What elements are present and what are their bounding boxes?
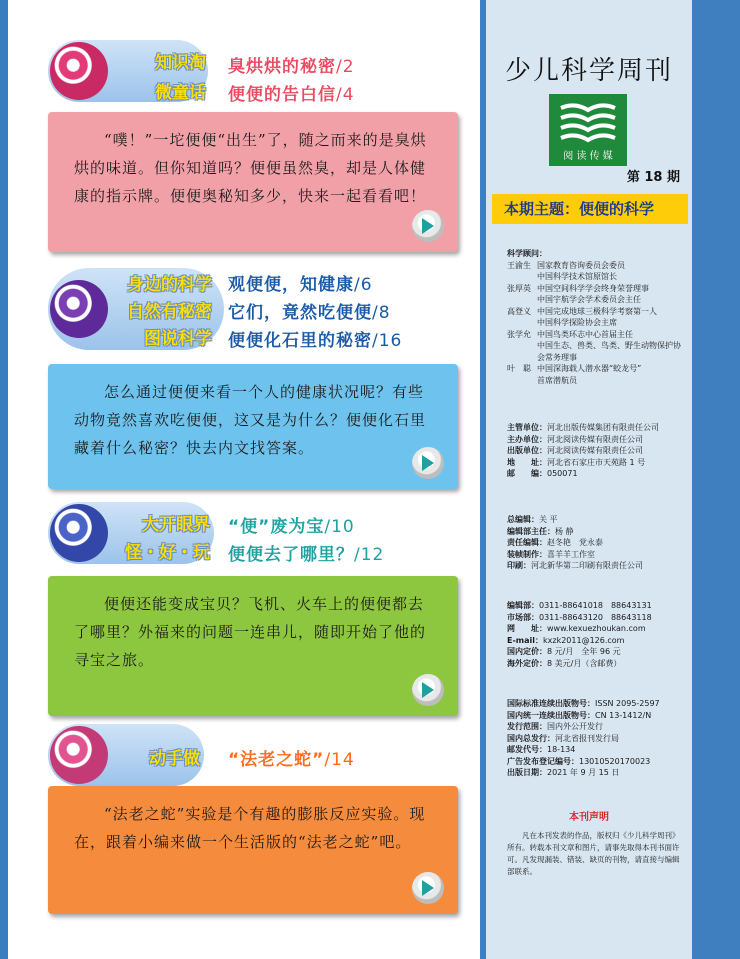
toc-page: /6	[354, 275, 373, 295]
info-label: 出版日期：	[507, 768, 547, 777]
advisor-row	[507, 283, 687, 306]
info-label: 海外定价：	[507, 658, 547, 668]
blurb-box-3	[48, 576, 458, 716]
section-tag: 知识淘	[155, 53, 206, 73]
info-row	[507, 560, 643, 572]
advisor-lines	[537, 260, 625, 283]
info-value: 13010520170023	[579, 756, 651, 766]
info-row	[507, 434, 659, 446]
info-value: 2021 年 9 月 15 日	[547, 768, 620, 777]
info-value: 关 平	[539, 515, 558, 524]
info-label: 总编辑：	[507, 515, 539, 524]
advisor-line: 首席潜航员	[537, 375, 577, 385]
toc-title: 它们，竟然吃便便	[228, 303, 372, 323]
info-value: 050071	[547, 469, 578, 478]
info-value: 河北省石家庄市天苑路 1 号	[547, 457, 646, 467]
section-tag: 微童话	[155, 83, 206, 103]
advisors-label: 科学顾问：	[507, 249, 547, 258]
section-tag: 怪・好・玩	[125, 543, 210, 563]
toc-item[interactable]	[228, 52, 355, 77]
toc-page: /2	[336, 57, 355, 77]
info-value: CN 13-1412/N	[595, 710, 652, 720]
section-tag: 身边的科学	[127, 275, 212, 295]
info-label: 网 址：	[507, 624, 547, 633]
magazine-title: 少儿科学周刊	[504, 56, 673, 86]
info-row	[507, 744, 660, 756]
info-row	[507, 468, 659, 480]
info-row	[507, 612, 652, 624]
advisor-line: 中国宇航学会学术委员会主任	[537, 295, 641, 304]
info-row	[507, 526, 643, 538]
toc-page: /4	[336, 85, 355, 105]
advisor-row	[507, 260, 687, 283]
advisor-row	[507, 306, 687, 329]
info-row	[507, 549, 643, 561]
info-label: 市场部：	[507, 612, 539, 622]
info-row	[507, 721, 660, 733]
advisor-line: 国家教育咨询委员会委员	[537, 260, 625, 270]
blurb-box-1	[48, 112, 458, 252]
advisor-line: 中国鸟类环志中心首届主任	[537, 329, 633, 339]
logo-text: 阅 读 传 媒	[563, 151, 613, 162]
statement-title: 本刊声明	[569, 812, 609, 823]
toc-page: /12	[354, 545, 385, 565]
toc-item[interactable]	[228, 512, 355, 537]
toc-item[interactable]	[228, 298, 391, 323]
next-arrow-icon[interactable]	[412, 447, 444, 479]
toc-title: 便便的告白信	[228, 85, 336, 105]
toc-item[interactable]	[228, 80, 355, 105]
ring-icon	[50, 726, 108, 784]
section-tag: 自然有秘密	[127, 302, 212, 322]
info-row	[507, 756, 660, 768]
toc-item[interactable]	[228, 540, 384, 565]
info-label: 国内总发行：	[507, 733, 555, 743]
ring-icon	[50, 504, 108, 562]
info-row	[507, 514, 643, 526]
advisor-lines	[537, 363, 641, 386]
info-row[interactable]	[507, 623, 652, 635]
blurb-text: “噗！”一坨便便“出生”了，随之而来的是臭烘烘的味道。但你知道吗？便便虽然臭，却是人体健康的指示牌。便便奥秘知多少，快来一起看看吧！	[74, 131, 427, 205]
toc-page: /16	[372, 331, 403, 351]
section-tag: 图说科学	[144, 329, 212, 349]
next-arrow-icon[interactable]	[412, 674, 444, 706]
info-row	[507, 537, 643, 549]
toc-page: /8	[372, 303, 391, 323]
info-label: 国内统一连续出版物号：	[507, 710, 595, 720]
info-row	[507, 698, 660, 710]
info-row	[507, 445, 659, 457]
advisor-lines	[537, 283, 649, 306]
info-label: 印刷：	[507, 561, 531, 570]
registration-block	[507, 698, 660, 779]
info-row	[507, 767, 660, 779]
info-label: 装帧制作：	[507, 549, 547, 559]
blurb-text: 怎么通过便便来看一个人的健康状况呢？有些动物竟然喜欢吃便便，这又是为什么？便便化石里藏着什么秘密？快去内文找答案。	[74, 383, 427, 457]
advisor-lines	[537, 329, 685, 364]
statement-text: 凡在本刊发表的作品，版权归《少儿科学周刊》所有。转载本刊文章和图片，请事先取得本刊书面许可。凡发现漏装、错装、缺页的刊物，请直接与编辑部联系。	[507, 831, 680, 876]
info-row	[507, 422, 659, 434]
info-label: 地 址：	[507, 457, 547, 467]
info-value: 8 美元/月（含邮费）	[547, 658, 622, 668]
issue-theme: 本期主题：便便的科学	[492, 194, 688, 224]
contacts-block	[507, 600, 652, 669]
info-label: 广告发布登记编号：	[507, 756, 579, 766]
info-label: 责任编辑：	[507, 538, 547, 547]
advisor-line: 中国生态、兽类、鸟类、野生动物保护协会常务理事	[537, 341, 681, 362]
toc-title: 便便化石里的秘密	[228, 331, 372, 351]
info-value: 河北阅读传媒有限责任公司	[547, 446, 643, 455]
info-value: 0311-88641018 88643131	[539, 601, 652, 610]
advisor-name: 叶 聪	[507, 364, 531, 373]
info-value: 国内外公开发行	[547, 722, 603, 731]
advisor-lines	[537, 306, 657, 329]
info-label: E-mail：	[507, 635, 544, 645]
blurb-text: 便便还能变成宝贝？飞机、火车上的便便都去了哪里？外福来的问题一连串儿，随即开始了他的寻宝之旅。	[74, 595, 427, 669]
blurb-box-2	[48, 364, 458, 489]
info-value: 赵冬艳 党永泰	[547, 538, 603, 547]
blurb-box-4	[48, 786, 458, 914]
toc-item[interactable]	[228, 270, 373, 295]
editors-block	[507, 514, 643, 572]
advisor-row	[507, 329, 687, 364]
info-label: 主办单位：	[507, 434, 547, 444]
info-row	[507, 646, 652, 658]
publisher-logo	[549, 94, 627, 166]
info-value: 河北出版传媒集团有限责任公司	[547, 423, 659, 432]
advisor-row	[507, 363, 687, 386]
info-row	[507, 733, 660, 745]
toc-title: “法老之蛇”	[228, 750, 325, 770]
info-label: 出版单位：	[507, 446, 547, 455]
toc-title: 便便去了哪里？	[228, 545, 354, 565]
section-tag: 动手做	[149, 749, 200, 769]
info-value: 喜羊羊工作室	[547, 549, 595, 559]
advisor-name: 张学允	[507, 329, 531, 339]
blurb-text: “法老之蛇”实验是个有趣的膨胀反应实验。现在，跟着小编来做一个生活版的“法老之蛇”吧。	[74, 805, 426, 851]
info-row	[507, 658, 652, 670]
info-value: 0311-88643120 88643118	[539, 612, 652, 622]
next-arrow-icon[interactable]	[412, 210, 444, 242]
advisor-line: 中国完成地球三极科学考察第一人	[537, 306, 657, 316]
info-row[interactable]	[507, 635, 652, 647]
info-label: 邮发代号：	[507, 745, 547, 754]
toc-title: 观便便，知健康	[228, 275, 354, 295]
advisor-line: 中国空间科学学会终身荣誉理事	[537, 283, 649, 293]
info-value: 8 元/月 全年 96 元	[547, 647, 621, 656]
toc-page: /10	[324, 517, 355, 537]
section-tag: 大开眼界	[142, 515, 210, 535]
info-label: 主管单位：	[507, 423, 547, 432]
info-value: 杨 静	[555, 526, 574, 536]
info-value: 河北新华第二印刷有限责任公司	[531, 561, 643, 570]
info-value: 河北阅读传媒有限责任公司	[547, 434, 643, 444]
info-label: 邮 编：	[507, 469, 547, 478]
info-label: 编辑部：	[507, 601, 539, 610]
info-label: 国际标准连续出版物号：	[507, 699, 595, 708]
publisher-block	[507, 422, 659, 480]
info-row	[507, 710, 660, 722]
advisor-name: 高登义	[507, 306, 531, 316]
ring-icon	[50, 42, 108, 100]
info-label: 发行范围：	[507, 722, 547, 731]
info-value: 18-134	[547, 745, 576, 754]
toc-page: /14	[324, 750, 355, 770]
toc-item[interactable]	[228, 745, 355, 770]
left-edge-stripe	[0, 0, 8, 959]
advisor-name: 王渝生	[507, 260, 531, 270]
email-link[interactable]: kxzk2011@126.com	[543, 635, 625, 645]
info-label: 编辑部主任：	[507, 526, 555, 536]
advisor-line: 中国科学技术馆原馆长	[537, 272, 617, 281]
advisor-name: 张厚英	[507, 283, 531, 293]
toc-title: 臭烘烘的秘密	[228, 57, 336, 77]
toc-title: “便”废为宝	[228, 517, 325, 537]
advisor-line: 中国深海载人潜水器“蛟龙号”	[537, 364, 642, 373]
info-row	[507, 600, 652, 612]
next-arrow-icon[interactable]	[412, 872, 444, 904]
info-label: 国内定价：	[507, 647, 547, 656]
advisors-block	[507, 248, 687, 386]
advisor-line: 中国科学探险协会主席	[537, 318, 617, 327]
website-link[interactable]: www.kexuezhoukan.com	[547, 624, 646, 633]
info-value: 河北省报刊发行局	[555, 733, 619, 743]
issue-number: 第 18 期	[626, 170, 680, 185]
toc-item[interactable]	[228, 326, 402, 351]
info-row	[507, 457, 659, 469]
info-value: ISSN 2095-2597	[595, 699, 660, 708]
